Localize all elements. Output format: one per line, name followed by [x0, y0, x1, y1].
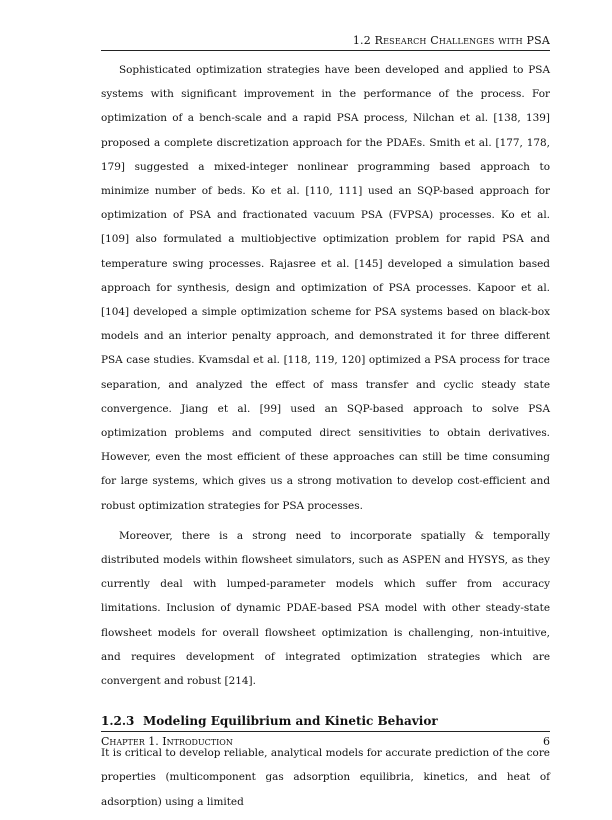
page-number: 6	[543, 735, 550, 748]
section-heading	[101, 711, 550, 731]
footer-rule	[101, 731, 550, 732]
section-number: 1.2.3	[101, 714, 135, 729]
header-rule	[101, 50, 550, 51]
body-text	[101, 58, 550, 820]
paragraph-equilibrium-models: It is critical to develop reliable, analytical models for accurate prediction of the core properties (multicomponent gas adsorption equilibria, kinetics, and heat of adsorption) using a limited	[101, 747, 550, 808]
paragraph-flowsheet-simulators: Moreover, there is a strong need to incorporate spatially & temporally distributed models within flowsheet simulators, such as ASPEN and HYSYS, as they currently deal with lumped-parameter models which suffer from accuracy limitations. Inclusion of dynamic PDAE-based PSA model with other steady-state flowsheet models for overall flowsheet optimization is challenging, non-intuitive, and requires development of integrated optimization strategies which are convergent and robust [214].	[101, 529, 550, 688]
paragraph-optimization-strategies: Sophisticated optimization strategies have been developed and applied to PSA systems with significant improvement in the performance of the process. For optimization of a bench-scale and a rapid PSA process, Nilchan et al. [138, 139] proposed a complete discretization approach for the PDAEs. Smith et al. [177, 178, 179] suggested a mixed-integer nonlinear programming based approach to minimize number of beds. Ko et al. [110, 111] used an SQP-based approach for optimization of PSA and fractionated vacuum PSA (FVPSA) processes. Ko et al. [109] also formulated a multiobjective optimization problem for rapid PSA and temperature swing processes. Rajasree et al. [145] developed a simulation based approach for synthesis, design and optimization of PSA processes. Kapoor et al. [104] developed a simple optimization scheme for PSA systems based on black-box models and an interior penalty approach, and demonstrated it for three different PSA case studies. Kvamsdal et al. [118, 119, 120] optimized a PSA process for trace separation, and analyzed the effect of mass transfer and cyclic steady state convergence. Jiang et al. [99] used an SQP-based approach to solve PSA optimization problems and computed direct sensitivities to obtain derivatives. However, even the most efficient of these approaches can still be time consuming for large systems, which gives us a strong motivation to develop cost-efficient and robust optimization strategies for PSA processes.	[101, 64, 550, 512]
section-title: Modeling Equilibrium and Kinetic Behavior	[143, 714, 438, 729]
footer-chapter: Chapter 1. Introduction	[101, 735, 233, 748]
running-head: 1.2 Research Challenges with PSA	[352, 34, 550, 47]
